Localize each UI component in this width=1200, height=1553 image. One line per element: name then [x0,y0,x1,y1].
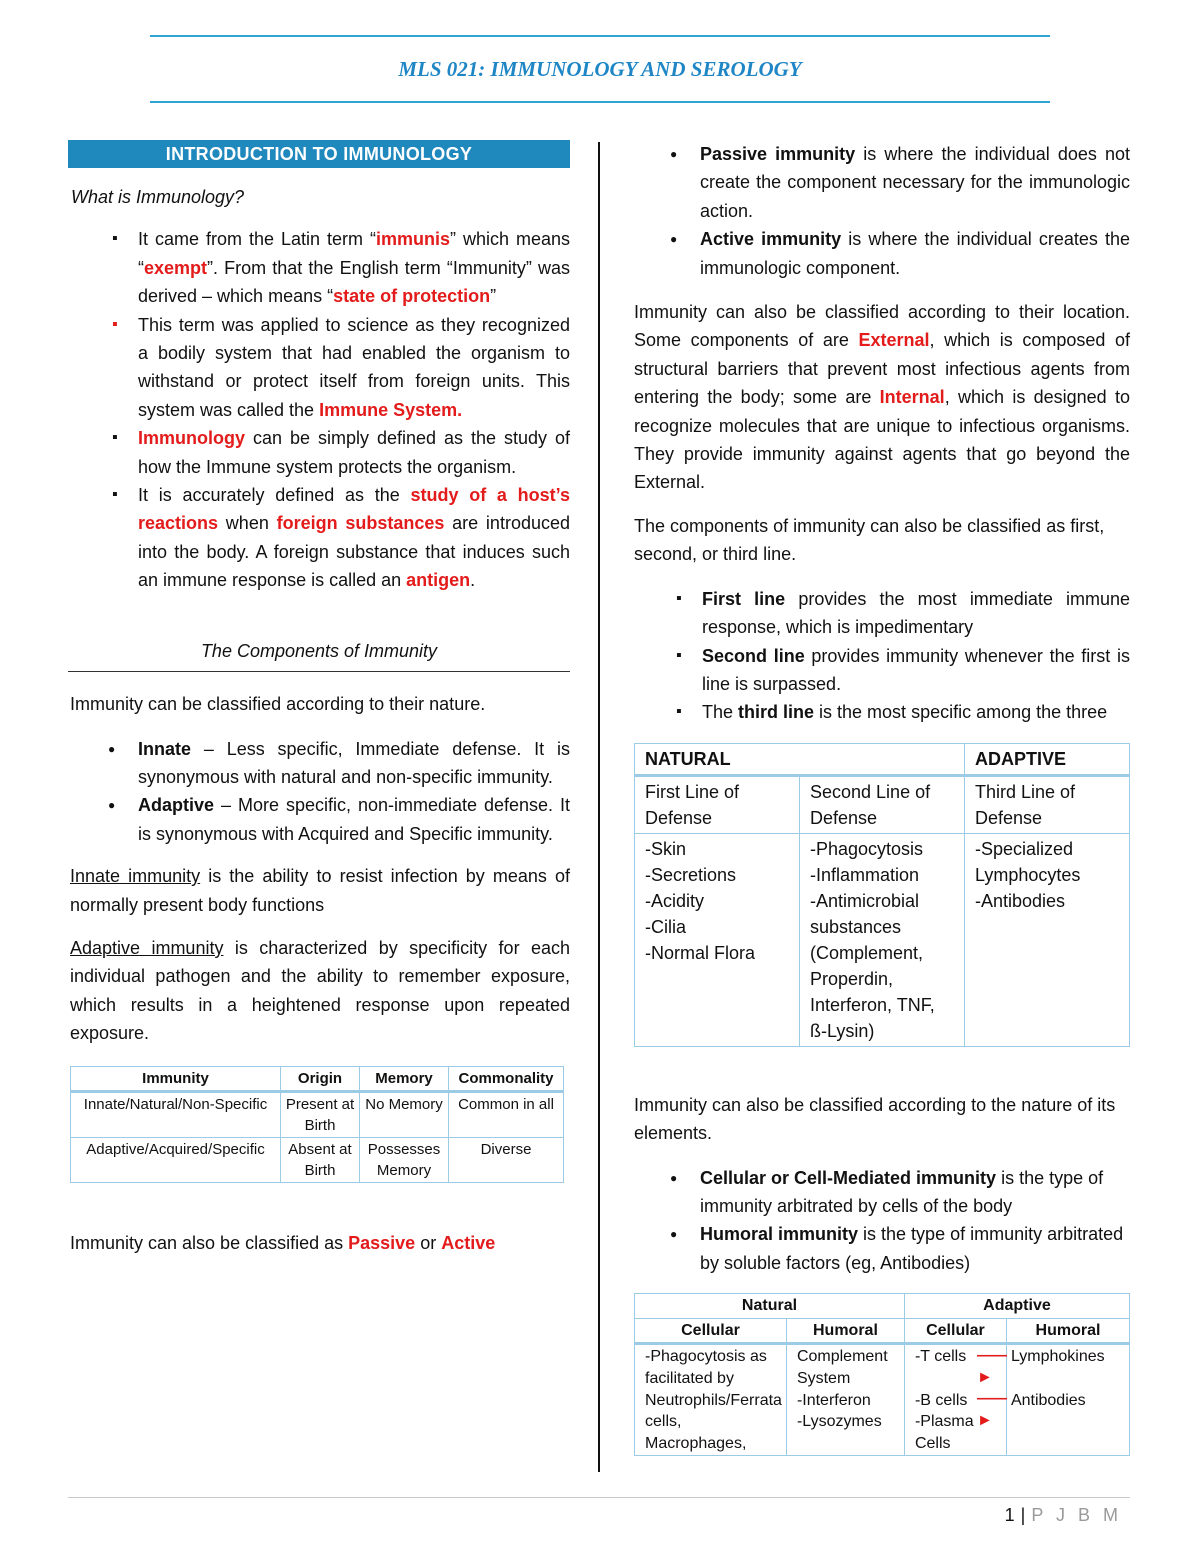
list-item: ▪ Immunology can be simply defined as the study of how the Immune system protects the organism. [68,424,570,481]
table-row [71,1091,564,1137]
lines-intro: The components of immunity can also be classified as first, second, or third line. [634,515,1105,565]
table-row [635,1344,1130,1456]
table-row [71,1137,564,1182]
table-row [635,833,1130,1046]
adaptive-header: ADAPTIVE [965,743,1130,775]
table-header: Humoral [1006,1318,1129,1344]
list-item: Complement System [796,1348,888,1387]
list-item: -Plasma Cells [914,1413,974,1452]
elements-list [630,1164,1130,1278]
course-title: MLS 021: IMMUNOLOGY AND SEROLOGY [398,57,802,81]
table-header: Humoral [786,1318,904,1344]
header-rule-bottom [150,101,1050,103]
components-title: The Components of Immunity [68,637,570,672]
list-item: -Secretions [645,864,737,885]
table-header-row [635,743,1130,775]
right-column [634,140,1130,1456]
table-header-row [635,1318,1130,1344]
table-cell: Absent at Birth [281,1137,360,1182]
list-item: ● Adaptive – More specific, non-immediate defense. It is synonymous with Acquired and Specific immunity. [68,791,570,848]
list-item: ● Active immunity is where the individual creates the immunologic component. [630,225,1130,282]
question-heading: What is Immunology? [71,187,245,207]
list-item: -Inflammation [810,864,920,885]
elements-table [634,1293,1130,1456]
list-item: -Acidity [645,890,705,911]
table-cell: Possesses Memory [360,1137,449,1182]
table-cell [635,833,800,1046]
list-item: -Phagocytosis [810,838,924,859]
table-header-row [635,1294,1130,1319]
table-cell [904,1344,1006,1456]
list-item: -Antimicrobial substances (Complement, Properdin, Interferon, TNF, ß-Lysin) [810,890,935,1041]
list-item: ● Passive immunity is where the individual does not create the component necessary for the immunologic action. [630,140,1130,225]
table-cell: First Line of Defense [635,775,800,833]
list-item: Lymphokines [1010,1348,1105,1366]
table-header: Cellular [635,1318,787,1344]
list-item: -Specialized Lymphocytes [975,838,1081,885]
list-item: ▪ The third line is the most specific among the three [632,698,1130,726]
list-item: -T cells ——► [915,1346,996,1368]
table-cell: Adaptive/Acquired/Specific [71,1137,281,1182]
list-item: -Cilia [645,916,687,937]
table-cell: Third Line of Defense [965,775,1130,833]
table-header: Memory [360,1066,449,1091]
footer-rule [68,1497,1130,1498]
table-cell: Second Line of Defense [800,775,965,833]
arrow-right-icon: ——► [976,1390,1005,1429]
list-item: Antibodies [1010,1391,1086,1409]
list-item: ● Innate – Less specific, Immediate defense. It is synonymous with natural and non-specific immunity. [68,735,570,792]
adaptive-definition: Adaptive immunity is characterized by specificity for each individual pathogen and the ability to remember exposure, which results in a heightened response upon repeated exposure. [70,937,570,1044]
table-cell: Innate/Natural/Non-Specific [71,1091,281,1137]
list-item: -Antibodies [975,890,1066,911]
left-column [68,140,570,1257]
natural-header: Natural [635,1294,905,1319]
section-banner: INTRODUCTION TO IMMUNOLOGY [68,140,570,168]
table-cell: Present at Birth [281,1091,360,1137]
list-item: -Normal Flora [645,942,756,963]
table-cell: No Memory [360,1091,449,1137]
definition-list [68,225,570,594]
table-cell [800,833,965,1046]
table-header: Commonality [449,1066,564,1091]
table-header: Immunity [71,1066,281,1091]
page-footer: 1 | P J B M [1004,1505,1122,1525]
list-item: ● Humoral immunity is the type of immunity arbitrated by soluble factors (eg, Antibodies) [630,1220,1130,1277]
list-item: -Lysozymes [796,1413,882,1431]
table-cell: -Phagocytosis as facilitated by Neutrophils/Ferrata cells, Macrophages, [635,1344,787,1456]
table-header-row [71,1066,564,1091]
table-cell [786,1344,904,1456]
adaptive-header: Adaptive [904,1294,1129,1319]
list-item: -B cells ——► [915,1390,996,1412]
natural-header: NATURAL [635,743,965,775]
immunity-comparison-table [70,1066,564,1183]
table-cell: Common in all [449,1091,564,1137]
nature-intro: Immunity can be classified according to their nature. [70,694,486,715]
list-item: ● Cellular or Cell-Mediated immunity is the type of immunity arbitrated by cells of the body [630,1164,1130,1221]
list-item: ▪ This term was applied to science as they recognized a bodily system that had enabled the organism to withstand or protect itself from foreign units. This system was called the Immune System. [68,311,570,425]
list-item: ▪ It came from the Latin term “immunis” which means “exempt”. From that the English term “Immunity” was derived – which means “state of protection” [68,225,570,310]
list-item: ▪ It is accurately defined as the study of a host’s reactions when foreign substances are introduced into the body. A foreign substance that induces such an immune response is called an antigen. [68,481,570,595]
elements-intro: Immunity can also be classified according to the nature of its elements. [634,1094,1116,1144]
passive-active-intro: Immunity can also be classified as Passive or Active [70,1232,496,1253]
list-item: -Skin [645,838,687,859]
lines-of-defense-table [634,743,1130,1047]
header-rule-top [150,35,1050,37]
lines-list [632,585,1130,727]
location-paragraph: Immunity can also be classified according to their location. Some components of are External, which is composed of structural barriers that prevent most infectious agents from entering the body; some are Internal, which is designed to recognize molecules that are unique to infectious organisms. They provide immunity against agents that go beyond the External. [634,302,1131,493]
innate-definition: Innate immunity is the ability to resist infection by means of normally present body functions [70,866,570,915]
table-header: Origin [281,1066,360,1091]
table-row [635,775,1130,833]
list-item: ▪ Second line provides immunity whenever the first is line is surpassed. [632,642,1130,699]
column-divider [598,142,600,1472]
page-number: 1 [1004,1505,1015,1525]
list-item: ▪ First line provides the most immediate immune response, which is impedimentary [632,585,1130,642]
author-initials: P J B M [1031,1505,1122,1525]
table-header: Cellular [904,1318,1006,1344]
list-item: -Interferon [796,1391,871,1409]
table-cell [965,833,1130,1046]
table-cell [1006,1344,1129,1456]
passive-active-list [630,140,1130,282]
table-cell: Diverse [449,1137,564,1182]
nature-list [68,735,570,849]
arrow-right-icon: ——► [976,1347,1005,1386]
